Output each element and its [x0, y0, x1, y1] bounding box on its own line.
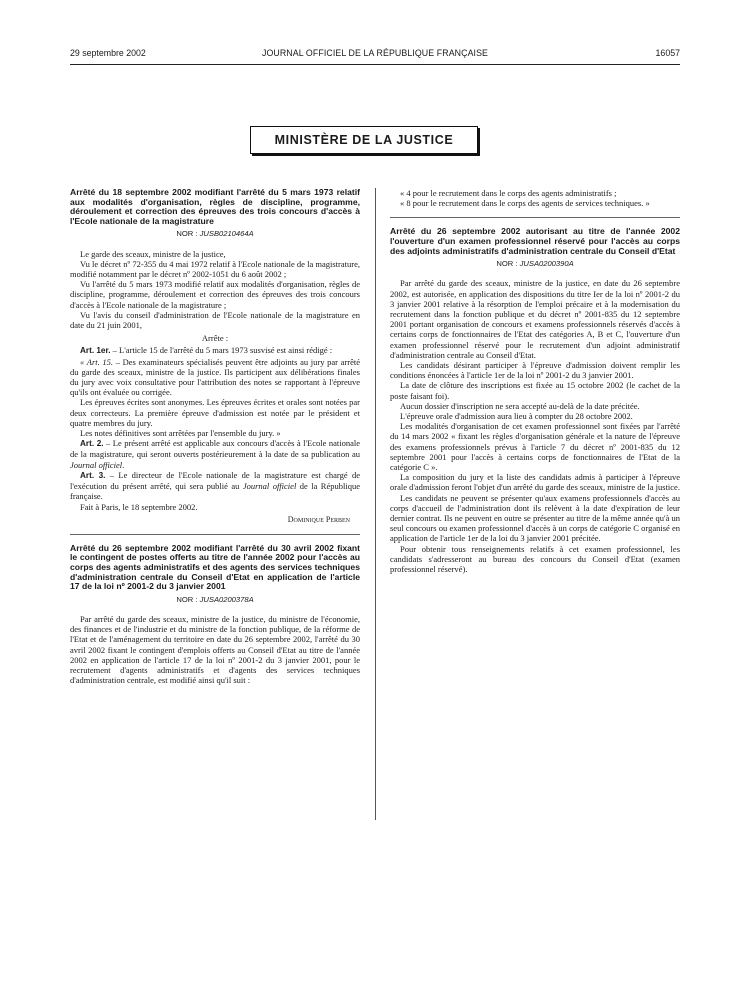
- article1-signature: Dominique Perben: [287, 514, 350, 524]
- article2-paragraph: « 8 pour le recrutement dans le corps des agents de services techniques. »: [400, 198, 650, 209]
- quote-text: – Des examinateurs spécialisés peuvent être adjoints au jury par arrêté du garde des sceaux, ministre de la justice. Ils participent aux délibérations finales du jury avec voix consultative pour l'attribution des notes se rapportant à l'épreuve qu'ils ont évaluée ou corrigée.: [70, 356, 360, 398]
- page-number: 16057: [655, 48, 680, 58]
- right-column: [390, 188, 680, 574]
- art1-text: – L'article 15 de l'arrêté du 5 mars 1973 susvisé est ainsi rédigé :: [110, 345, 333, 356]
- article3-nor-label: NOR :: [496, 259, 518, 269]
- art2-journal: Journal officiel: [70, 459, 123, 470]
- quote-label: « Art. 15.: [80, 356, 114, 367]
- art3-text: – Le directeur de l'Ecole nationale de la magistrature est chargé de l'exécution du présent arrêté, qui sera publié au: [70, 469, 360, 492]
- article3-paragraph: La composition du jury et la liste des candidats admis à participer à l'épreuve orale d'admission feront l'objet d'un arrêté du garde des sceaux, ministre de la justice.: [390, 472, 680, 493]
- article1-paragraph: Les épreuves écrites sont anonymes. Les épreuves écrites et orales sont notées par deux correcteurs. La première épreuve d'admission est notée par le président et quatre membres du jury.: [70, 397, 360, 428]
- header-date: 29 septembre 2002: [70, 48, 146, 58]
- article2-paragraph: Par arrêté du garde des sceaux, ministre de la justice, du ministre de l'économie, des finances et de l'industrie et du ministre de la fonction publique, de la réforme de l'Etat et de l'aménagement du territoire en date du 26 septembre 2002, l'arrêté du 30 avril 2002 fixant le contingent d'emplois offerts au Conseil d'Etat au titre de l'année 2002 en application de l'article 17 de la loi nº 2001-2 du 3 janvier 2001, pour le recrutement d'agents administratifs et d'agents des services techniques d'administration centrale, est modifié ainsi qu'il suit :: [70, 614, 360, 686]
- art2-text: – Le présent arrêté est applicable aux concours d'accès à l'Ecole nationale de la magistrature, qui seront ouverts postérieurement à la date de sa publication au: [70, 438, 360, 460]
- art2-end: .: [122, 459, 125, 470]
- article1-quote: [70, 357, 360, 398]
- article3-nor: [390, 259, 680, 269]
- article1-art2: [70, 438, 360, 470]
- article3-paragraph: L'épreuve orale d'admission aura lieu à compter du 28 octobre 2002.: [400, 411, 633, 422]
- article1-paragraph: Le garde des sceaux, ministre de la justice,: [80, 248, 226, 259]
- article3-paragraph: Aucun dossier d'inscription ne sera accepté au-delà de la date précitée.: [400, 400, 640, 411]
- article3-nor-code: JUSA0200390A: [519, 259, 574, 269]
- art3-journal: Journal officiel: [242, 481, 297, 492]
- article1-nor-code: JUSB0210464A: [199, 229, 254, 239]
- article3-paragraph: Les modalités d'organisation de cet examen professionnel sont fixées par l'arrêté du 14 mars 2002 « fixant les règles d'organisation générale et la nature de l'épreuve des examens professionnels prévus à l'article 7 du décret nº 2001-835 du 12 septembre 2001 pour l'accès à certains corps de fonctionnaires de l'Etat de la catégorie C ».: [390, 421, 680, 473]
- ministry-title: MINISTÈRE DE LA JUSTICE: [250, 126, 478, 154]
- article1-arrete: Arrête :: [201, 333, 229, 344]
- article1-nor: [70, 229, 360, 239]
- article1-heading: Arrêté du 18 septembre 2002 modifiant l'arrêté du 5 mars 1973 relatif aux modalités d'organisation, règles de discipline, programme, déroulement et correction des épreuves des trois concours d'accès à l'Ecole nationale de la magistrature: [70, 187, 360, 226]
- page-header: [70, 48, 680, 62]
- article3-paragraph: Les candidats désirant participer à l'épreuve d'admission doivent remplir les conditions énoncées à l'article 1er de la loi nº 2001-2 du 3 janvier 2001.: [390, 360, 680, 381]
- art1-label: Art. 1er.: [80, 346, 111, 356]
- article3-paragraph: La date de clôture des inscriptions est fixée au 15 octobre 2002 (le cachet de la poste faisant foi).: [390, 380, 680, 401]
- art3-end: de la République française.: [70, 481, 360, 502]
- article1-paragraph: Vu l'arrêté du 5 mars 1973 modifié relatif aux modalités d'organisation, règles de discipline, programme, déroulement et correction des épreuves des trois concours d'accès à l'Ecole nationale de la magistrature ;: [70, 279, 360, 310]
- journal-title: JOURNAL OFFICIEL DE LA RÉPUBLIQUE FRANÇAISE: [261, 48, 489, 58]
- article-separator: [70, 534, 360, 535]
- article2-nor-label: NOR :: [176, 594, 198, 604]
- article1-paragraph: Vu l'avis du conseil d'administration de l'Ecole nationale de la magistrature en date du 21 juin 2001,: [70, 309, 360, 330]
- article1-nor-label: NOR :: [176, 229, 198, 239]
- article1-art3: [70, 470, 360, 502]
- column-divider: [375, 188, 376, 820]
- article1-fait: Fait à Paris, le 18 septembre 2002.: [80, 502, 198, 513]
- article3-paragraph: Les candidats ne peuvent se présenter qu'aux examens professionnels d'accès au corps d'accueil de l'administration dont ils relèvent à la date d'expiration de leur dernier contrat. Ils ne peuvent en outre se présenter au titre de la même année qu'à un seul concours ou examen professionnel d'accès à un corps de catégorie C organisé en application de l'article 1er de la loi du 3 janvier 2001 précitée.: [390, 492, 680, 544]
- article3-paragraph: Par arrêté du garde des sceaux, ministre de la justice, en date du 26 septembre 2002, est autorisée, en application des dispositions du titre Ier de la loi nº 2001-2 du 3 janvier 2001 relative à la résorption de l'emploi précaire et à la modernisation du recrutement dans la fonction publique et du décret nº 2001-835 du 12 septembre 2001 portant organisation de concours et examens professionnels réservés d'accès à certains corps de fonctionnaires de l'Etat des catégories A, B et C, l'ouverture d'un examen professionnel réservé pour le recrutement d'un adjoint administratif d'administration centrale au Conseil d'Etat.: [390, 278, 680, 360]
- article3-heading: Arrêté du 26 septembre 2002 autorisant au titre de l'année 2002 l'ouverture d'un examen professionnel réservé pour l'accès au corps des adjoints administratifs d'administration centrale du Conseil d'Etat: [390, 226, 680, 256]
- article2-heading: Arrêté du 26 septembre 2002 modifiant l'arrêté du 30 avril 2002 fixant le contingent de postes offerts au titre de l'année 2002 pour l'accès au corps des agents administratifs et des agents des services techniques d'administration centrale du Conseil d'Etat en application de l'article 17 de la loi nº 2001-2 du 3 janvier 2001: [70, 542, 360, 592]
- article2-nor-code: JUSA0200378A: [199, 594, 254, 604]
- art2-label: Art. 2.: [80, 439, 104, 449]
- header-rule: [70, 64, 680, 65]
- article1-paragraph: Vu le décret nº 72-355 du 4 mai 1972 relatif à l'Ecole nationale de la magistrature, modifié notamment par le décret nº 2002-1051 du 6 août 2002 ;: [70, 258, 360, 279]
- left-column: [70, 188, 360, 685]
- article2-paragraph: « 4 pour le recrutement dans le corps des agents administratifs ;: [400, 188, 617, 198]
- article1-art1: [70, 345, 360, 356]
- article-separator: [390, 217, 680, 218]
- art3-label: Art. 3.: [80, 470, 106, 480]
- article1-paragraph: Les notes définitives sont arrêtées par l'ensemble du jury. »: [80, 428, 281, 439]
- article2-nor: [70, 595, 360, 605]
- article3-paragraph: Pour obtenir tous renseignements relatifs à cet examen professionnel, les candidats s'adresseront au bureau des concours du Conseil d'Etat (examen professionnel réservé).: [390, 543, 680, 575]
